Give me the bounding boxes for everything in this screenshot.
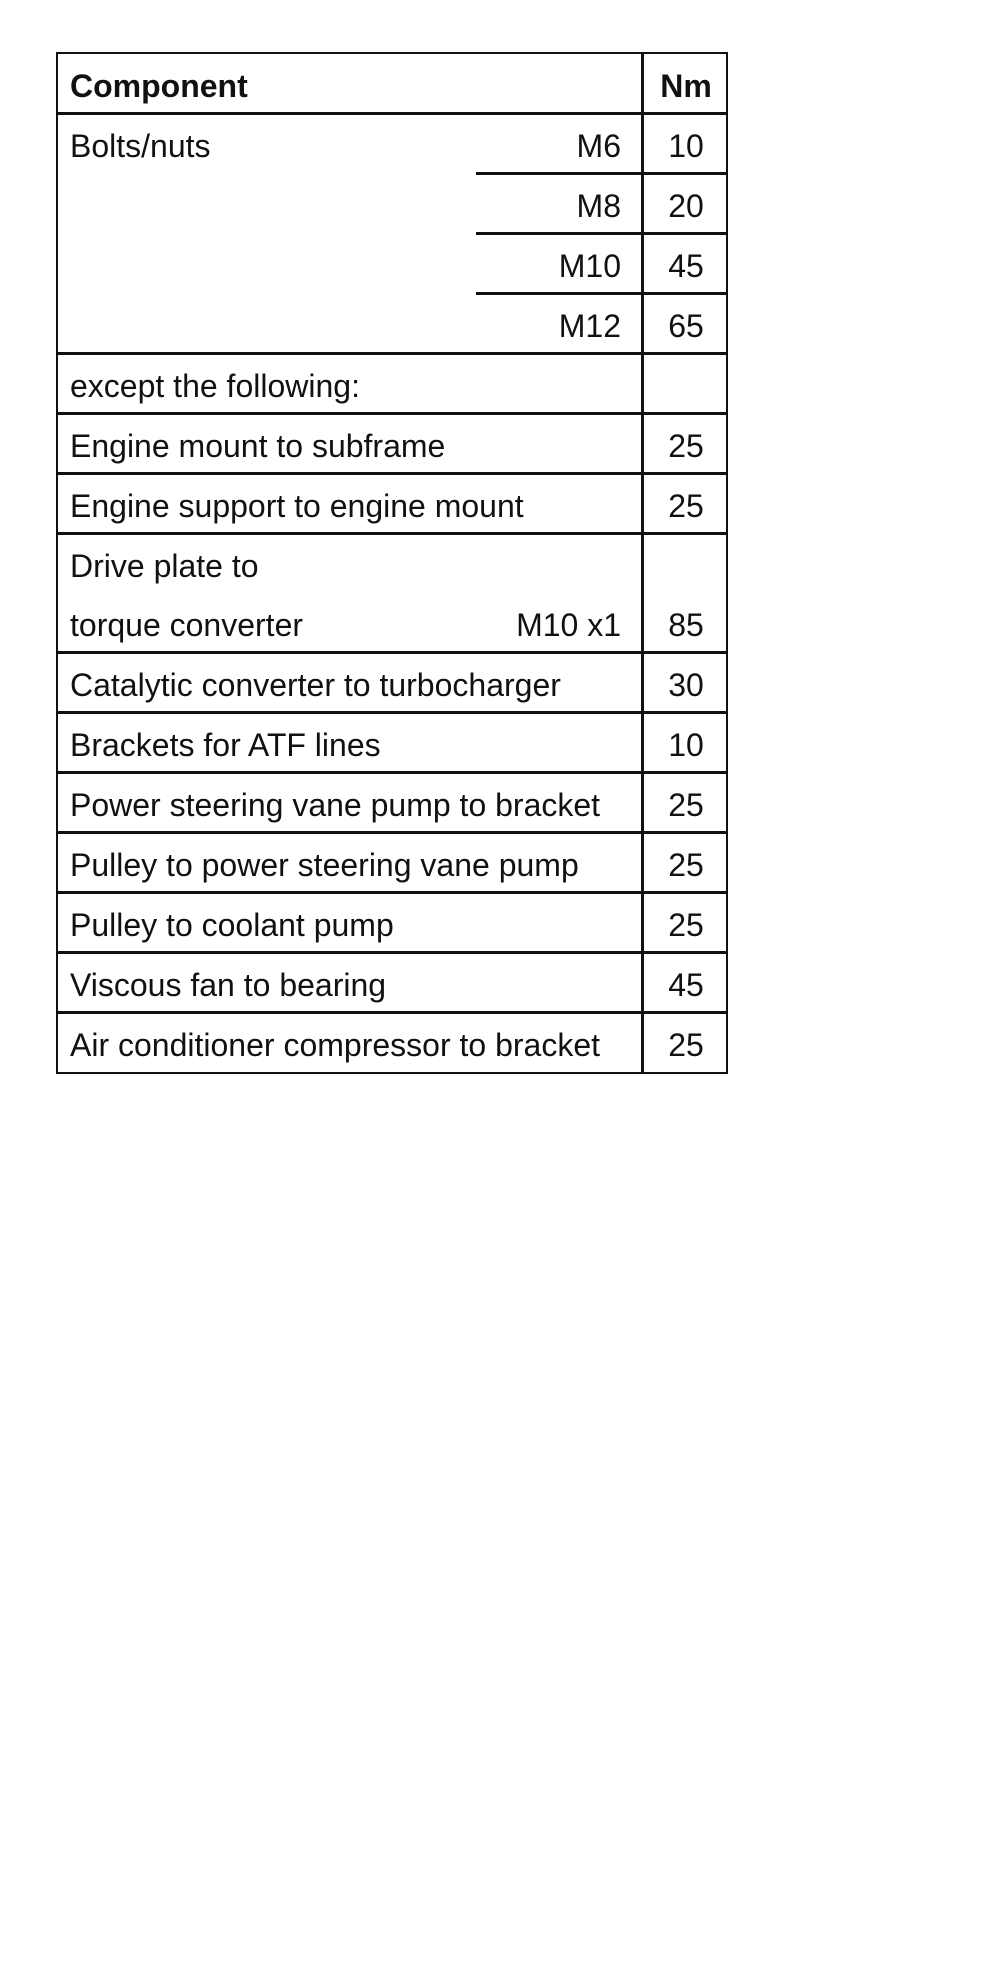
row-divider bbox=[58, 1011, 728, 1014]
bolt-nm: 10 bbox=[668, 128, 704, 164]
row-divider bbox=[58, 532, 728, 535]
row-divider bbox=[58, 412, 728, 415]
row-divider bbox=[58, 651, 728, 654]
except-label: except the following: bbox=[70, 368, 360, 404]
torque-value: 45 bbox=[668, 967, 704, 1003]
bolt-nm: 20 bbox=[668, 188, 704, 224]
component-name: Viscous fan to bearing bbox=[70, 967, 387, 1003]
header-component: Component bbox=[70, 68, 248, 104]
component-name: Catalytic converter to turbocharger bbox=[70, 667, 561, 703]
bolt-size: M12 bbox=[558, 308, 621, 344]
bolt-size: M6 bbox=[576, 128, 621, 164]
row-divider bbox=[58, 112, 728, 115]
row-divider bbox=[58, 951, 728, 954]
bolt-nm: 45 bbox=[668, 248, 704, 284]
torque-value: 85 bbox=[668, 607, 704, 643]
size-divider bbox=[476, 232, 728, 235]
bolt-size: M10 x1 bbox=[516, 607, 621, 643]
bolts-label: Bolts/nuts bbox=[70, 128, 211, 164]
torque-value: 25 bbox=[668, 907, 704, 943]
torque-value: 10 bbox=[668, 727, 704, 763]
component-name-line1: Drive plate to bbox=[70, 548, 259, 584]
component-name-line2: torque converter bbox=[70, 607, 304, 643]
bolt-size: M10 bbox=[558, 248, 621, 284]
row-divider bbox=[58, 352, 728, 355]
torque-value: 25 bbox=[668, 847, 704, 883]
row-divider bbox=[58, 711, 728, 714]
torque-specification-table bbox=[56, 52, 728, 1074]
component-name: Air conditioner compressor to bracket bbox=[70, 1027, 600, 1063]
bolt-nm: 65 bbox=[668, 308, 704, 344]
component-name: Pulley to coolant pump bbox=[70, 907, 394, 943]
torque-value: 25 bbox=[668, 787, 704, 823]
row-divider bbox=[58, 831, 728, 834]
size-divider bbox=[476, 292, 728, 295]
torque-value: 30 bbox=[668, 667, 704, 703]
torque-value: 25 bbox=[668, 488, 704, 524]
component-name: Brackets for ATF lines bbox=[70, 727, 381, 763]
component-name: Power steering vane pump to bracket bbox=[70, 787, 601, 823]
component-name: Engine mount to subframe bbox=[70, 428, 446, 464]
size-divider bbox=[476, 172, 728, 175]
row-divider bbox=[58, 891, 728, 894]
bolt-size: M8 bbox=[576, 188, 621, 224]
component-name: Engine support to engine mount bbox=[70, 488, 524, 524]
header-nm: Nm bbox=[660, 68, 712, 104]
row-divider bbox=[58, 472, 728, 475]
torque-value: 25 bbox=[668, 428, 704, 464]
component-name: Pulley to power steering vane pump bbox=[70, 847, 579, 883]
row-divider bbox=[58, 771, 728, 774]
torque-value: 25 bbox=[668, 1027, 704, 1063]
